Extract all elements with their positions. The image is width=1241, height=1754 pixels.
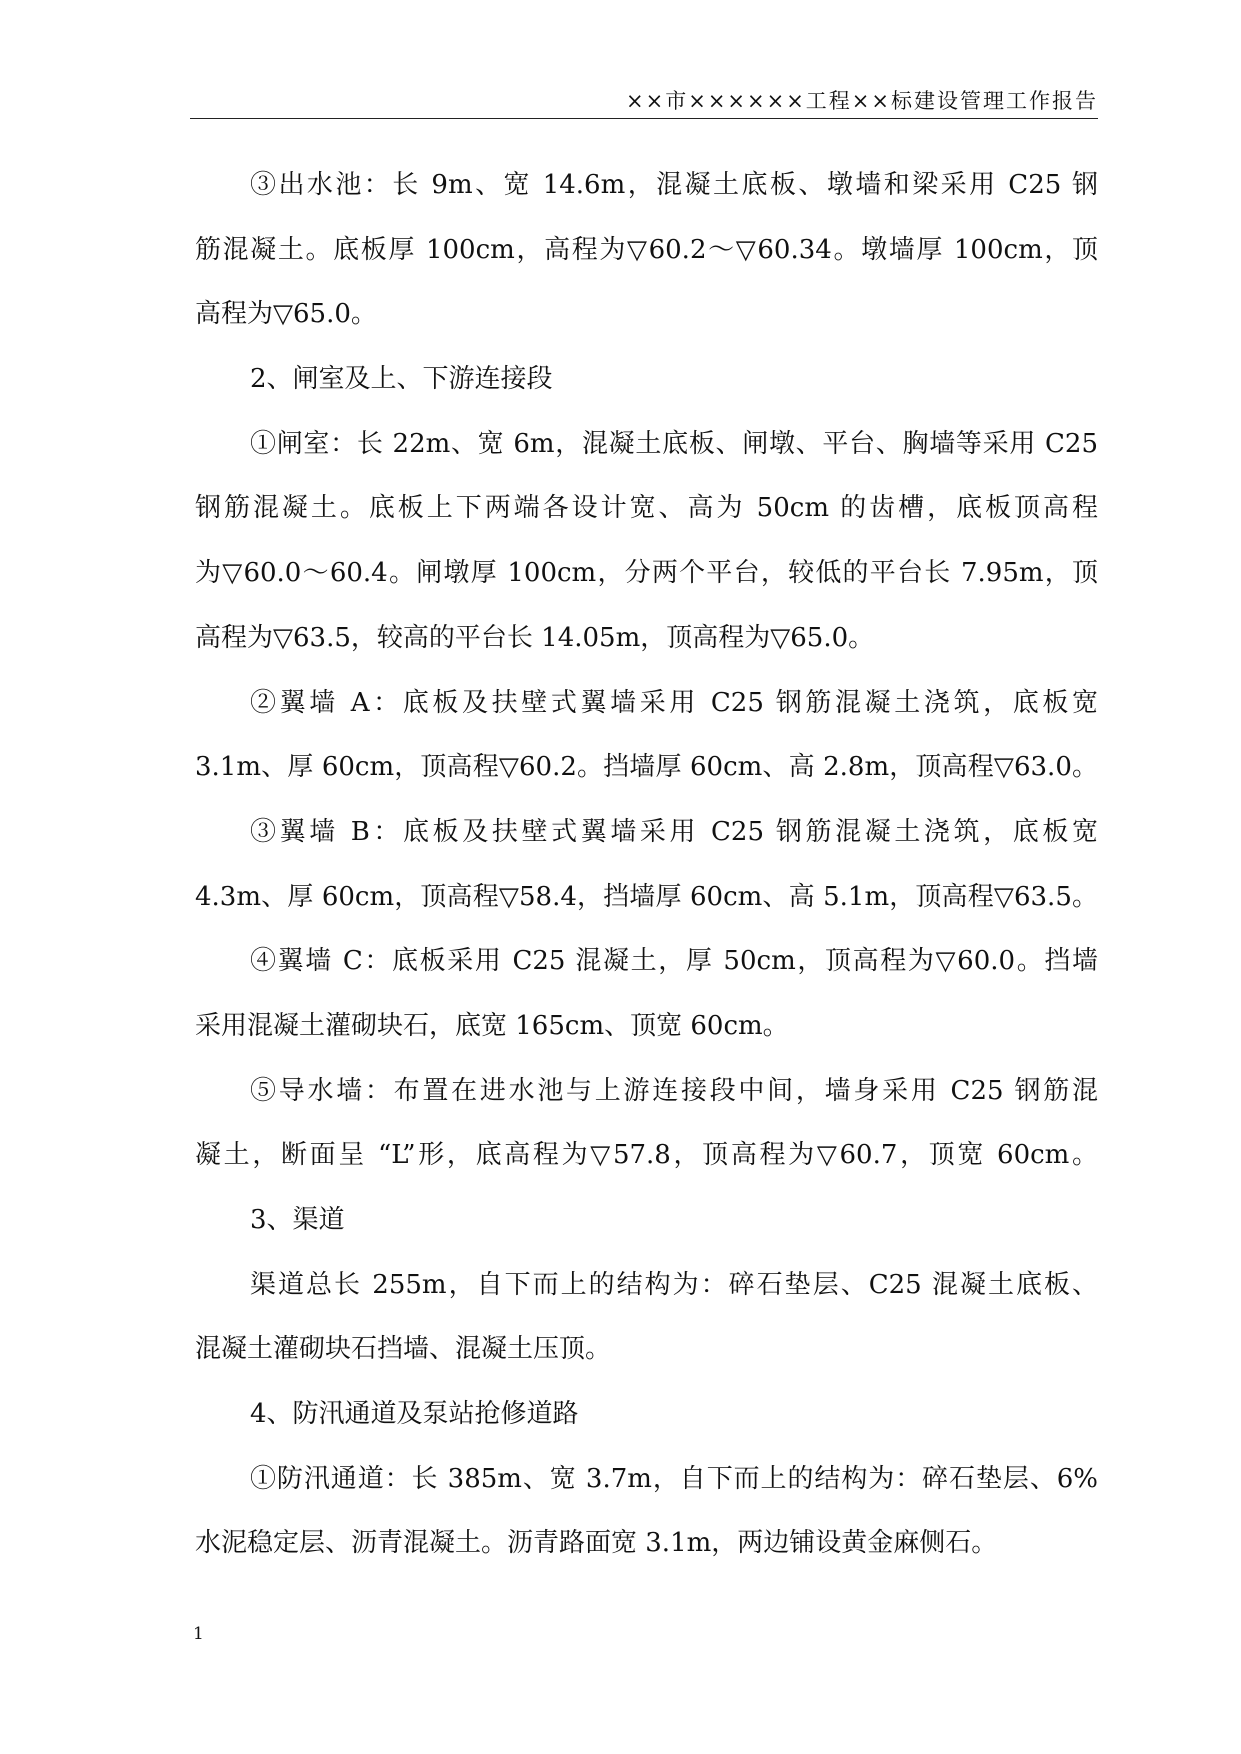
text-line: 为▽60.0～60.4。闸墩厚 100cm，分两个平台，较低的平台长 7.95m，顶 (195, 558, 1098, 589)
text-line: ①防汛通道：长 385m、宽 3.7m，自下而上的结构为：碎石垫层、6% (250, 1463, 1098, 1494)
text-line: 凝土，断面呈 “L”形，底高程为▽57.8，顶高程为▽60.7，顶宽 60cm。 (195, 1140, 1098, 1171)
text-line: ③出水池：长 9m、宽 14.6m，混凝土底板、墩墙和梁采用 C25 钢 (250, 170, 1098, 200)
running-header (190, 86, 1098, 119)
section-heading: 3、渠道 (250, 1205, 345, 1235)
document-body (195, 153, 1098, 1576)
section-heading: 2、闸室及上、下游连接段 (250, 364, 553, 395)
page-number: 1 (193, 1624, 204, 1644)
text-line: 高程为▽65.0。 (195, 299, 377, 330)
text-line: 高程为▽63.5，较高的平台长 14.05m，顶高程为▽65.0。 (195, 622, 875, 653)
text-line: 渠道总长 255m，自下而上的结构为：碎石垫层、C25 混凝土底板、 (250, 1269, 1098, 1300)
header-title: ××市××××××工程××标建设管理工作报告 (626, 89, 1098, 113)
text-line: 3.1m、厚 60cm，顶高程▽60.2。挡墙厚 60cm、高 2.8m，顶高程▽63.0。 (195, 752, 1098, 783)
text-line: ④翼墙 C：底板采用 C25 混凝土，厚 50cm，顶高程为▽60.0。挡墙 (250, 946, 1098, 977)
text-line: 4.3m、厚 60cm，顶高程▽58.4，挡墙厚 60cm、高 5.1m，顶高程▽63.5。 (195, 881, 1098, 912)
text-line: ②翼墙 A：底板及扶壁式翼墙采用 C25 钢筋混凝土浇筑，底板宽 (250, 687, 1098, 718)
text-line: 筋混凝土。底板厚 100cm，高程为▽60.2～▽60.34。墩墙厚 100cm，顶 (195, 234, 1098, 265)
text-line: 钢筋混凝土。底板上下两端各设计宽、高为 50cm 的齿槽，底板顶高程 (195, 493, 1098, 524)
text-line: 采用混凝土灌砌块石，底宽 165cm、顶宽 60cm。 (195, 1010, 789, 1041)
text-line: ①闸室：长 22m、宽 6m，混凝土底板、闸墩、平台、胸墙等采用 C25 (250, 428, 1098, 459)
section-heading: 4、防汛通道及泵站抢修道路 (250, 1399, 579, 1430)
text-line: 水泥稳定层、沥青混凝土。沥青路面宽 3.1m，两边铺设黄金麻侧石。 (195, 1528, 998, 1559)
text-line: 混凝土灌砌块石挡墙、混凝土压顶。 (195, 1334, 612, 1365)
text-line: ⑤导水墙：布置在进水池与上游连接段中间，墙身采用 C25 钢筋混 (250, 1075, 1098, 1106)
text-line: ③翼墙 B：底板及扶壁式翼墙采用 C25 钢筋混凝土浇筑，底板宽 (250, 816, 1098, 847)
